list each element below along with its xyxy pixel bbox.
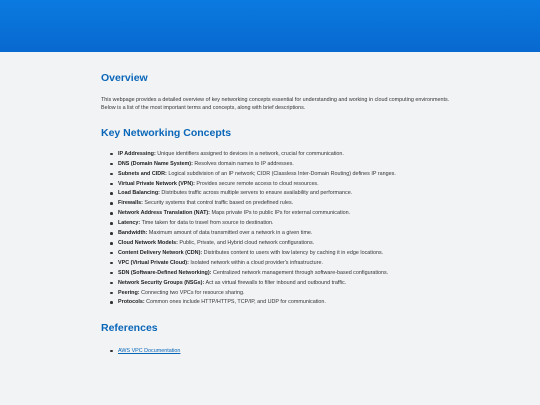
concept-term: SDN (Software-Defined Networking): (118, 269, 212, 276)
concept-term: Virtual Private Network (VPN): (118, 180, 195, 187)
concept-desc: Distributes traffic across multiple servers to ensure availability and performance. (159, 190, 353, 197)
references-list (101, 347, 453, 355)
concept-term: Network Address Translation (NAT): (118, 210, 210, 217)
concept-desc: Unique identifiers assigned to devices in a network, crucial for communication. (155, 150, 344, 157)
concepts-list (101, 150, 453, 307)
list-item (118, 229, 453, 237)
list-item (118, 279, 453, 287)
list-item (118, 199, 453, 207)
concept-term: Cloud Network Models: (118, 239, 178, 246)
list-item (118, 150, 453, 158)
list-item (118, 189, 453, 197)
list-item (118, 170, 453, 178)
concept-desc: Resolves domain names to IP addresses. (192, 160, 294, 167)
concept-term: VPC (Virtual Private Cloud): (118, 259, 189, 266)
list-item (118, 259, 453, 267)
concept-term: Subnets and CIDR: (118, 170, 167, 177)
concepts-heading: Key Networking Concepts (101, 126, 232, 139)
main-content (101, 52, 453, 355)
list-item (118, 180, 453, 188)
list-item (118, 160, 453, 168)
list-item (118, 219, 453, 227)
list-item (118, 209, 453, 217)
concept-desc: Time taken for data to travel from source to destination. (140, 220, 274, 227)
overview-heading: Overview (101, 72, 148, 84)
list-item (118, 239, 453, 247)
concept-term: Load Balancing: (118, 190, 160, 197)
list-item (118, 298, 453, 306)
concept-term: Firewalls: (118, 200, 143, 207)
concept-desc: Common ones include HTTP/HTTPS, TCP/IP, and UDP for communication. (144, 299, 326, 306)
concept-term: Content Delivery Network (CDN): (118, 249, 203, 256)
reference-link-aws-vpc[interactable]: AWS VPC Documentation (118, 347, 181, 354)
concept-term: Network Security Groups (NSGs): (118, 279, 205, 286)
concept-term: Protocols: (118, 299, 145, 306)
overview-text: This webpage provides a detailed overview of key networking concepts essential for understanding and working in cloud computing environments. Below is a list of the most important terms and concepts, along with brief descriptions. (101, 97, 450, 112)
concept-desc: Logical subdivision of an IP network; CIDR (Classless Inter-Domain Routing) defines IP ranges. (166, 170, 396, 177)
references-heading: References (101, 321, 158, 334)
top-banner (0, 0, 540, 52)
concept-term: DNS (Domain Name System): (118, 160, 193, 167)
concept-desc: Centralized network management through software-based configurations. (211, 269, 389, 276)
list-item (118, 269, 453, 277)
concept-desc: Maps private IPs to public IPs for external communication. (209, 210, 351, 217)
list-item (118, 347, 453, 355)
concept-desc: Distributes content to users with low latency by caching it in edge locations. (202, 249, 384, 256)
list-item (118, 249, 453, 257)
concept-desc: Public, Private, and Hybrid cloud network configurations. (177, 239, 315, 246)
concept-term: Peering: (118, 289, 140, 296)
concept-desc: Connecting two VPCs for resource sharing. (139, 289, 245, 296)
concept-desc: Provides secure remote access to cloud resources. (194, 180, 319, 187)
concept-term: Bandwidth: (118, 230, 148, 237)
concept-term: IP Addressing: (118, 150, 156, 157)
concept-desc: Isolated network within a cloud provider's infrastructure. (188, 259, 323, 266)
list-item (118, 289, 453, 297)
concept-desc: Security systems that control traffic based on predefined rules. (142, 200, 294, 207)
concept-desc: Maximum amount of data transmitted over a network in a given time. (147, 230, 313, 237)
concept-desc: Act as virtual firewalls to filter inbound and outbound traffic. (204, 279, 347, 286)
concept-term: Latency: (118, 220, 141, 227)
